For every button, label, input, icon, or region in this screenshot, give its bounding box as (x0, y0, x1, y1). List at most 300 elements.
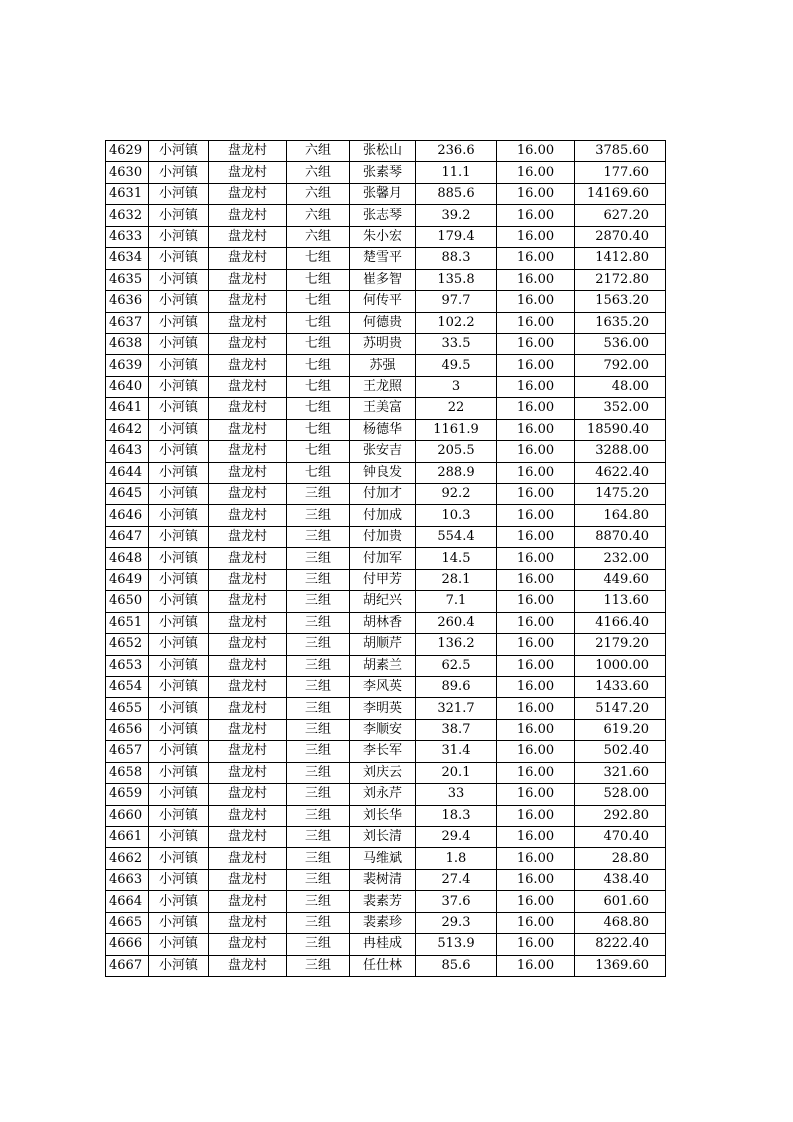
cell-town: 小河镇 (149, 462, 209, 483)
table-row (106, 419, 666, 440)
cell-village: 盘龙村 (209, 612, 287, 633)
cell-town: 小河镇 (149, 505, 209, 526)
cell-unit-price: 16.00 (497, 269, 575, 290)
cell-name: 钟良发 (350, 462, 416, 483)
cell-town: 小河镇 (149, 484, 209, 505)
cell-village: 盘龙村 (209, 719, 287, 740)
cell-group: 三组 (287, 805, 350, 826)
cell-name: 朱小宏 (350, 226, 416, 247)
cell-amount: 1433.60 (575, 676, 666, 697)
cell-area: 37.6 (416, 891, 497, 912)
table-row (106, 655, 666, 676)
table-row (106, 462, 666, 483)
cell-name: 胡素兰 (350, 655, 416, 676)
table-row (106, 376, 666, 397)
cell-town: 小河镇 (149, 784, 209, 805)
cell-unit-price: 16.00 (497, 333, 575, 354)
cell-row-number: 4647 (106, 526, 149, 547)
cell-unit-price: 16.00 (497, 612, 575, 633)
cell-town: 小河镇 (149, 591, 209, 612)
cell-amount: 8222.40 (575, 934, 666, 955)
table-row (106, 955, 666, 976)
cell-town: 小河镇 (149, 419, 209, 440)
cell-row-number: 4655 (106, 698, 149, 719)
cell-village: 盘龙村 (209, 248, 287, 269)
cell-village: 盘龙村 (209, 355, 287, 376)
cell-area: 89.6 (416, 676, 497, 697)
cell-unit-price: 16.00 (497, 248, 575, 269)
cell-town: 小河镇 (149, 226, 209, 247)
table-body (106, 141, 666, 977)
cell-village: 盘龙村 (209, 484, 287, 505)
cell-unit-price: 16.00 (497, 205, 575, 226)
cell-town: 小河镇 (149, 398, 209, 419)
cell-unit-price: 16.00 (497, 719, 575, 740)
cell-row-number: 4662 (106, 848, 149, 869)
cell-town: 小河镇 (149, 805, 209, 826)
cell-row-number: 4663 (106, 869, 149, 890)
cell-village: 盘龙村 (209, 741, 287, 762)
table-row (106, 269, 666, 290)
cell-name: 裴树清 (350, 869, 416, 890)
table-row (106, 784, 666, 805)
cell-group: 三组 (287, 484, 350, 505)
cell-town: 小河镇 (149, 869, 209, 890)
cell-unit-price: 16.00 (497, 162, 575, 183)
cell-area: 85.6 (416, 955, 497, 976)
cell-area: 321.7 (416, 698, 497, 719)
cell-unit-price: 16.00 (497, 591, 575, 612)
cell-town: 小河镇 (149, 698, 209, 719)
cell-row-number: 4645 (106, 484, 149, 505)
cell-town: 小河镇 (149, 848, 209, 869)
table-row (106, 741, 666, 762)
cell-town: 小河镇 (149, 141, 209, 162)
cell-village: 盘龙村 (209, 698, 287, 719)
cell-name: 胡顺芹 (350, 634, 416, 655)
cell-row-number: 4654 (106, 676, 149, 697)
cell-group: 三组 (287, 612, 350, 633)
cell-unit-price: 16.00 (497, 355, 575, 376)
cell-amount: 321.60 (575, 762, 666, 783)
cell-row-number: 4638 (106, 333, 149, 354)
cell-group: 三组 (287, 591, 350, 612)
cell-amount: 232.00 (575, 548, 666, 569)
cell-row-number: 4665 (106, 912, 149, 933)
cell-town: 小河镇 (149, 355, 209, 376)
cell-unit-price: 16.00 (497, 805, 575, 826)
cell-village: 盘龙村 (209, 569, 287, 590)
cell-area: 1161.9 (416, 419, 497, 440)
cell-group: 三组 (287, 955, 350, 976)
table-row (106, 333, 666, 354)
cell-unit-price: 16.00 (497, 376, 575, 397)
cell-town: 小河镇 (149, 312, 209, 333)
cell-amount: 470.40 (575, 827, 666, 848)
cell-row-number: 4651 (106, 612, 149, 633)
cell-name: 崔多智 (350, 269, 416, 290)
cell-row-number: 4656 (106, 719, 149, 740)
cell-group: 三组 (287, 912, 350, 933)
cell-village: 盘龙村 (209, 376, 287, 397)
cell-unit-price: 16.00 (497, 848, 575, 869)
cell-town: 小河镇 (149, 955, 209, 976)
cell-area: 27.4 (416, 869, 497, 890)
cell-name: 苏明贵 (350, 333, 416, 354)
cell-group: 三组 (287, 741, 350, 762)
cell-group: 三组 (287, 869, 350, 890)
cell-name: 付加成 (350, 505, 416, 526)
cell-unit-price: 16.00 (497, 462, 575, 483)
cell-town: 小河镇 (149, 569, 209, 590)
table-row (106, 827, 666, 848)
cell-unit-price: 16.00 (497, 891, 575, 912)
cell-amount: 5147.20 (575, 698, 666, 719)
cell-town: 小河镇 (149, 548, 209, 569)
cell-unit-price: 16.00 (497, 141, 575, 162)
cell-town: 小河镇 (149, 934, 209, 955)
cell-name: 王美富 (350, 398, 416, 419)
cell-unit-price: 16.00 (497, 655, 575, 676)
cell-group: 三组 (287, 698, 350, 719)
table-row (106, 848, 666, 869)
cell-unit-price: 16.00 (497, 869, 575, 890)
cell-area: 39.2 (416, 205, 497, 226)
cell-amount: 449.60 (575, 569, 666, 590)
cell-amount: 8870.40 (575, 526, 666, 547)
cell-amount: 2870.40 (575, 226, 666, 247)
cell-amount: 601.60 (575, 891, 666, 912)
cell-amount: 536.00 (575, 333, 666, 354)
cell-group: 七组 (287, 312, 350, 333)
cell-name: 何德贵 (350, 312, 416, 333)
cell-village: 盘龙村 (209, 312, 287, 333)
table-row (106, 719, 666, 740)
cell-name: 刘庆云 (350, 762, 416, 783)
cell-amount: 4166.40 (575, 612, 666, 633)
cell-amount: 3288.00 (575, 441, 666, 462)
cell-area: 92.2 (416, 484, 497, 505)
cell-village: 盘龙村 (209, 226, 287, 247)
cell-amount: 18590.40 (575, 419, 666, 440)
cell-amount: 528.00 (575, 784, 666, 805)
table-row (106, 805, 666, 826)
cell-group: 三组 (287, 676, 350, 697)
cell-group: 七组 (287, 269, 350, 290)
cell-group: 六组 (287, 183, 350, 204)
cell-town: 小河镇 (149, 441, 209, 462)
cell-area: 29.3 (416, 912, 497, 933)
cell-unit-price: 16.00 (497, 548, 575, 569)
cell-name: 张松山 (350, 141, 416, 162)
table-row (106, 698, 666, 719)
cell-amount: 1635.20 (575, 312, 666, 333)
cell-row-number: 4639 (106, 355, 149, 376)
cell-town: 小河镇 (149, 376, 209, 397)
cell-village: 盘龙村 (209, 333, 287, 354)
cell-group: 三组 (287, 891, 350, 912)
cell-unit-price: 16.00 (497, 634, 575, 655)
cell-unit-price: 16.00 (497, 934, 575, 955)
cell-name: 李顺安 (350, 719, 416, 740)
cell-amount: 164.80 (575, 505, 666, 526)
cell-area: 513.9 (416, 934, 497, 955)
cell-amount: 3785.60 (575, 141, 666, 162)
cell-amount: 352.00 (575, 398, 666, 419)
cell-name: 杨德华 (350, 419, 416, 440)
cell-row-number: 4637 (106, 312, 149, 333)
cell-town: 小河镇 (149, 526, 209, 547)
cell-village: 盘龙村 (209, 269, 287, 290)
cell-village: 盘龙村 (209, 162, 287, 183)
cell-area: 11.1 (416, 162, 497, 183)
cell-unit-price: 16.00 (497, 827, 575, 848)
cell-amount: 1369.60 (575, 955, 666, 976)
cell-name: 冉桂成 (350, 934, 416, 955)
cell-row-number: 4653 (106, 655, 149, 676)
cell-group: 七组 (287, 291, 350, 312)
cell-area: 22 (416, 398, 497, 419)
cell-group: 三组 (287, 827, 350, 848)
cell-unit-price: 16.00 (497, 741, 575, 762)
cell-row-number: 4640 (106, 376, 149, 397)
cell-group: 三组 (287, 569, 350, 590)
cell-group: 六组 (287, 162, 350, 183)
cell-group: 七组 (287, 398, 350, 419)
table-row (106, 141, 666, 162)
cell-amount: 1000.00 (575, 655, 666, 676)
cell-area: 33 (416, 784, 497, 805)
table-row (106, 569, 666, 590)
table-row (106, 676, 666, 697)
cell-unit-price: 16.00 (497, 419, 575, 440)
cell-area: 3 (416, 376, 497, 397)
cell-town: 小河镇 (149, 248, 209, 269)
cell-area: 18.3 (416, 805, 497, 826)
cell-name: 苏强 (350, 355, 416, 376)
cell-town: 小河镇 (149, 655, 209, 676)
cell-row-number: 4660 (106, 805, 149, 826)
cell-area: 31.4 (416, 741, 497, 762)
cell-town: 小河镇 (149, 741, 209, 762)
cell-group: 三组 (287, 548, 350, 569)
cell-area: 14.5 (416, 548, 497, 569)
cell-group: 六组 (287, 141, 350, 162)
cell-row-number: 4634 (106, 248, 149, 269)
cell-area: 885.6 (416, 183, 497, 204)
table-row (106, 248, 666, 269)
cell-village: 盘龙村 (209, 398, 287, 419)
subsidy-table (105, 140, 666, 977)
cell-unit-price: 16.00 (497, 526, 575, 547)
cell-amount: 28.80 (575, 848, 666, 869)
cell-row-number: 4644 (106, 462, 149, 483)
cell-town: 小河镇 (149, 205, 209, 226)
cell-village: 盘龙村 (209, 827, 287, 848)
cell-amount: 627.20 (575, 205, 666, 226)
cell-row-number: 4650 (106, 591, 149, 612)
table-row (106, 591, 666, 612)
cell-row-number: 4667 (106, 955, 149, 976)
cell-unit-price: 16.00 (497, 398, 575, 419)
cell-village: 盘龙村 (209, 183, 287, 204)
cell-village: 盘龙村 (209, 591, 287, 612)
cell-area: 135.8 (416, 269, 497, 290)
cell-amount: 502.40 (575, 741, 666, 762)
cell-village: 盘龙村 (209, 634, 287, 655)
cell-group: 七组 (287, 419, 350, 440)
cell-group: 三组 (287, 934, 350, 955)
cell-row-number: 4659 (106, 784, 149, 805)
cell-unit-price: 16.00 (497, 955, 575, 976)
table-row (106, 312, 666, 333)
cell-area: 205.5 (416, 441, 497, 462)
table-row (106, 762, 666, 783)
table-row (106, 226, 666, 247)
cell-unit-price: 16.00 (497, 226, 575, 247)
cell-group: 七组 (287, 376, 350, 397)
cell-name: 楚雪平 (350, 248, 416, 269)
cell-name: 李长军 (350, 741, 416, 762)
cell-name: 张馨月 (350, 183, 416, 204)
cell-row-number: 4641 (106, 398, 149, 419)
cell-row-number: 4652 (106, 634, 149, 655)
cell-name: 裴素芳 (350, 891, 416, 912)
cell-amount: 792.00 (575, 355, 666, 376)
cell-area: 29.4 (416, 827, 497, 848)
cell-amount: 468.80 (575, 912, 666, 933)
cell-group: 三组 (287, 762, 350, 783)
cell-group: 七组 (287, 355, 350, 376)
cell-group: 三组 (287, 505, 350, 526)
cell-unit-price: 16.00 (497, 698, 575, 719)
cell-row-number: 4646 (106, 505, 149, 526)
table-row (106, 398, 666, 419)
cell-town: 小河镇 (149, 634, 209, 655)
cell-name: 刘长华 (350, 805, 416, 826)
cell-village: 盘龙村 (209, 955, 287, 976)
cell-group: 七组 (287, 333, 350, 354)
cell-area: 7.1 (416, 591, 497, 612)
cell-village: 盘龙村 (209, 869, 287, 890)
cell-town: 小河镇 (149, 719, 209, 740)
cell-village: 盘龙村 (209, 441, 287, 462)
table-row (106, 162, 666, 183)
cell-row-number: 4649 (106, 569, 149, 590)
cell-row-number: 4666 (106, 934, 149, 955)
cell-amount: 177.60 (575, 162, 666, 183)
cell-area: 179.4 (416, 226, 497, 247)
cell-village: 盘龙村 (209, 205, 287, 226)
cell-unit-price: 16.00 (497, 784, 575, 805)
cell-unit-price: 16.00 (497, 291, 575, 312)
cell-village: 盘龙村 (209, 141, 287, 162)
cell-town: 小河镇 (149, 912, 209, 933)
cell-name: 付加军 (350, 548, 416, 569)
cell-name: 王龙照 (350, 376, 416, 397)
cell-name: 刘永芹 (350, 784, 416, 805)
cell-amount: 619.20 (575, 719, 666, 740)
cell-amount: 4622.40 (575, 462, 666, 483)
cell-amount: 113.60 (575, 591, 666, 612)
cell-village: 盘龙村 (209, 676, 287, 697)
cell-name: 刘长清 (350, 827, 416, 848)
cell-area: 288.9 (416, 462, 497, 483)
table-row (106, 484, 666, 505)
cell-area: 1.8 (416, 848, 497, 869)
cell-row-number: 4664 (106, 891, 149, 912)
cell-unit-price: 16.00 (497, 484, 575, 505)
cell-town: 小河镇 (149, 269, 209, 290)
cell-area: 97.7 (416, 291, 497, 312)
cell-row-number: 4629 (106, 141, 149, 162)
cell-name: 张安吉 (350, 441, 416, 462)
cell-area: 88.3 (416, 248, 497, 269)
cell-amount: 1412.80 (575, 248, 666, 269)
cell-group: 六组 (287, 205, 350, 226)
table-row (106, 891, 666, 912)
cell-unit-price: 16.00 (497, 676, 575, 697)
cell-area: 62.5 (416, 655, 497, 676)
cell-group: 三组 (287, 655, 350, 676)
cell-area: 10.3 (416, 505, 497, 526)
cell-name: 付加贵 (350, 526, 416, 547)
cell-village: 盘龙村 (209, 934, 287, 955)
cell-name: 任仕林 (350, 955, 416, 976)
cell-town: 小河镇 (149, 762, 209, 783)
table-row (106, 869, 666, 890)
cell-row-number: 4661 (106, 827, 149, 848)
cell-name: 何传平 (350, 291, 416, 312)
cell-village: 盘龙村 (209, 912, 287, 933)
table-row (106, 612, 666, 633)
cell-group: 三组 (287, 784, 350, 805)
cell-group: 七组 (287, 248, 350, 269)
cell-village: 盘龙村 (209, 505, 287, 526)
table-row (106, 934, 666, 955)
cell-village: 盘龙村 (209, 891, 287, 912)
cell-area: 260.4 (416, 612, 497, 633)
table-row (106, 205, 666, 226)
cell-village: 盘龙村 (209, 548, 287, 569)
cell-unit-price: 16.00 (497, 505, 575, 526)
cell-row-number: 4630 (106, 162, 149, 183)
table-row (106, 548, 666, 569)
table-row (106, 355, 666, 376)
cell-area: 33.5 (416, 333, 497, 354)
cell-town: 小河镇 (149, 291, 209, 312)
cell-unit-price: 16.00 (497, 762, 575, 783)
cell-village: 盘龙村 (209, 805, 287, 826)
cell-row-number: 4658 (106, 762, 149, 783)
table-row (106, 634, 666, 655)
cell-village: 盘龙村 (209, 462, 287, 483)
cell-amount: 48.00 (575, 376, 666, 397)
cell-village: 盘龙村 (209, 655, 287, 676)
cell-group: 七组 (287, 441, 350, 462)
cell-group: 六组 (287, 226, 350, 247)
cell-amount: 2179.20 (575, 634, 666, 655)
cell-group: 七组 (287, 462, 350, 483)
cell-row-number: 4636 (106, 291, 149, 312)
cell-unit-price: 16.00 (497, 441, 575, 462)
cell-village: 盘龙村 (209, 419, 287, 440)
cell-unit-price: 16.00 (497, 183, 575, 204)
cell-group: 三组 (287, 634, 350, 655)
cell-amount: 292.80 (575, 805, 666, 826)
cell-area: 38.7 (416, 719, 497, 740)
cell-unit-price: 16.00 (497, 312, 575, 333)
